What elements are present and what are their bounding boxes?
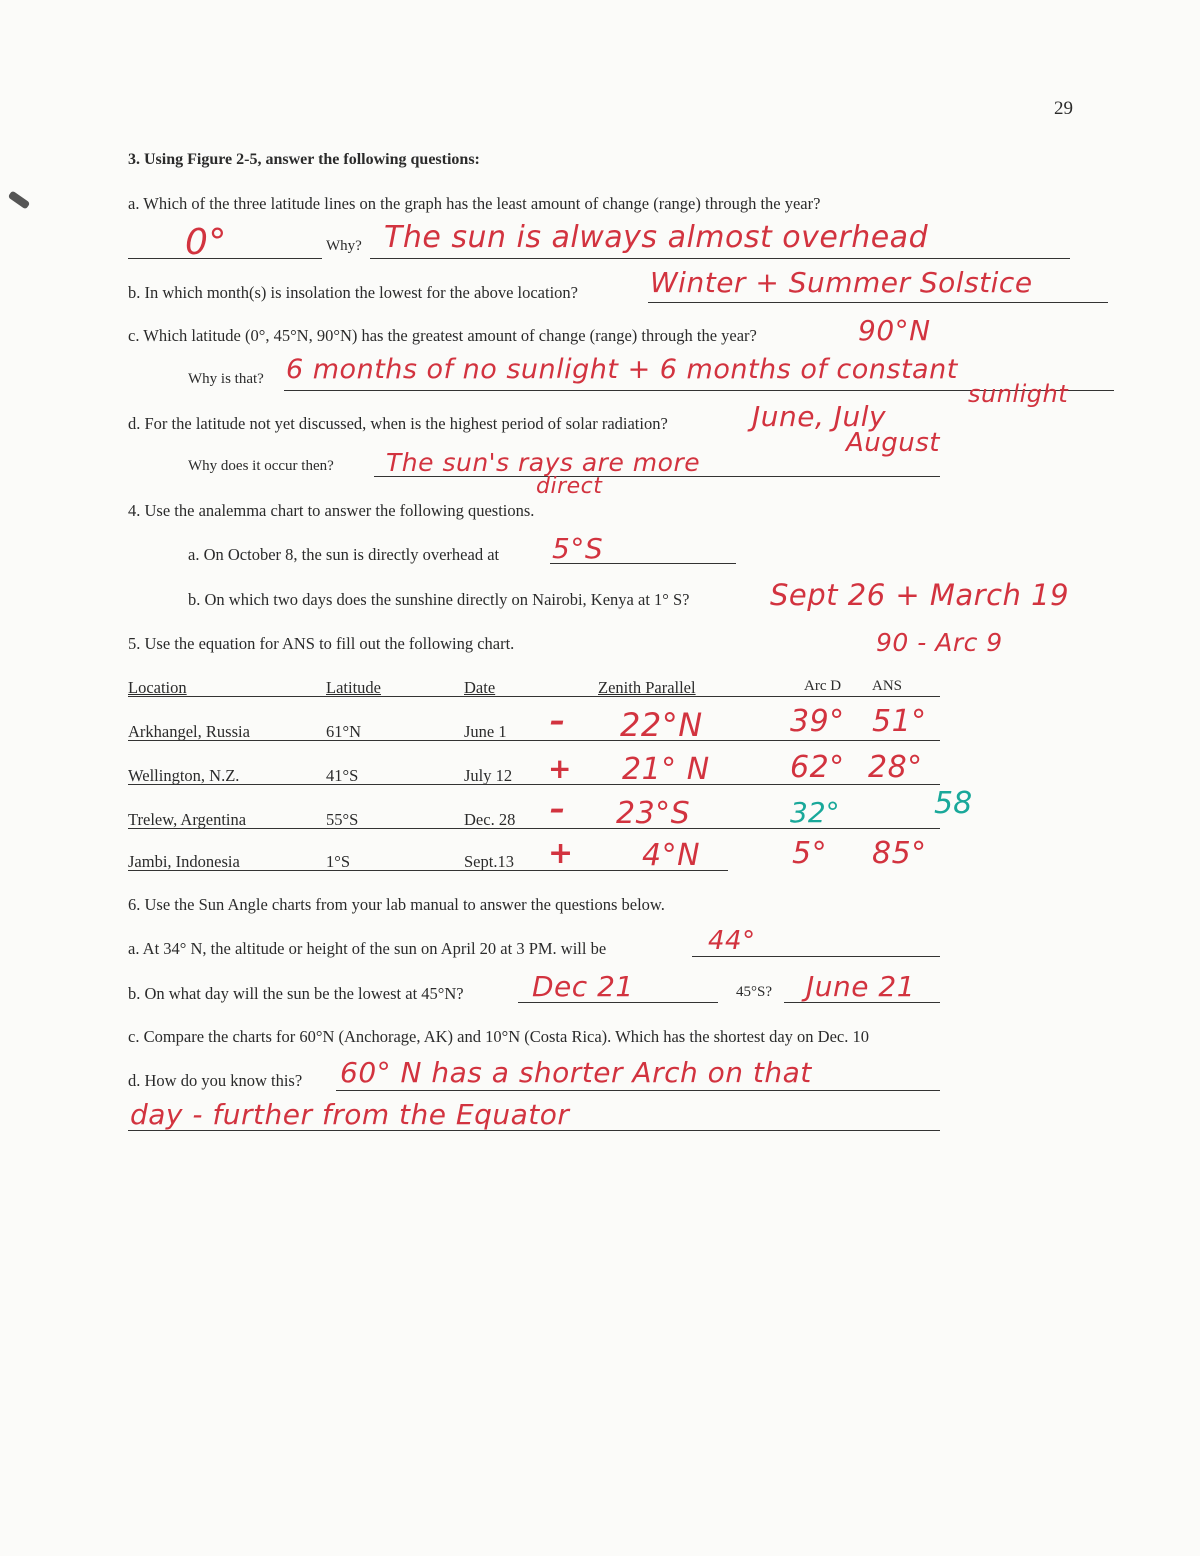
q5-heading: 5. Use the equation for ANS to fill out the following chart. [128, 634, 515, 653]
row4-sign: + [548, 836, 574, 871]
row3-sign: – [550, 792, 566, 827]
q4-heading: 4. Use the analemma chart to answer the following questions. [128, 501, 535, 520]
q3d-prompt: d. For the latitude not yet discussed, when is the highest period of solar radiation? [128, 414, 668, 433]
col-header-date: Date [464, 678, 496, 697]
q3d-answer: June, July [752, 400, 887, 433]
q3a-why-line [370, 258, 1070, 259]
q6b-prompt: b. On what day will the sun be the lowest at 45°N? [128, 984, 464, 1003]
col-header-latitude: Latitude [326, 678, 381, 697]
q3c-why-label: Why is that? [188, 371, 264, 387]
col-header-location: Location [128, 678, 187, 697]
row2-zenith: 21° N [622, 752, 710, 787]
row2-arc: 62° [790, 750, 845, 785]
row4-latitude: 1°S [326, 852, 351, 871]
row1-location: Arkhangel, Russia [128, 722, 250, 741]
row1-zenith: 22°N [620, 706, 703, 744]
row3-date: Dec. 28 [464, 810, 516, 829]
q4a-prompt: a. On October 8, the sun is directly overhead at [188, 545, 500, 564]
col-header-zenith: Zenith Parallel [598, 678, 696, 697]
q6a-answer: 44° [708, 926, 756, 956]
q3a-prompt: a. Which of the three latitude lines on the graph has the least amount of change (range) through the year? [128, 194, 821, 213]
q3d-why-answer-2: direct [536, 474, 603, 499]
row2-latitude: 41°S [326, 766, 359, 785]
page-number: 29 [1054, 98, 1073, 119]
q3b-answer-line [648, 302, 1108, 303]
q4a-answer: 5°S [552, 532, 604, 565]
q3c-why-answer-2: sunlight [968, 380, 1069, 408]
q3c-why-answer: 6 months of no sunlight + 6 months of constant [286, 354, 958, 385]
row3-location: Trelew, Argentina [128, 810, 247, 829]
row2-date: July 12 [464, 766, 513, 785]
q3d-why-answer: The sun's rays are more [386, 448, 701, 477]
q3-heading: 3. Using Figure 2-5, answer the following questions: [128, 151, 480, 168]
q3d-answer-2: August [846, 428, 940, 458]
q6a-prompt: a. At 34° N, the altitude or height of the sun on April 20 at 3 PM. will be [128, 939, 607, 958]
q3a-answer: 0° [185, 222, 227, 263]
row3-arc: 32° [790, 796, 840, 829]
q6b-answer: Dec 21 [532, 970, 634, 1003]
q4b-prompt: b. On which two days does the sunshine directly on Nairobi, Kenya at 1° S? [188, 590, 690, 609]
q3c-answer: 90°N [858, 314, 931, 347]
q3b-prompt: b. In which month(s) is insolation the lowest for the above location? [128, 283, 578, 302]
q6a-answer-line [692, 956, 940, 957]
row1-ans: 51° [872, 704, 927, 739]
row3-ans: 58 [934, 786, 973, 821]
row1-arc: 39° [790, 704, 845, 739]
q6c-prompt: c. Compare the charts for 60°N (Anchorage, AK) and 10°N (Costa Rica). Which has the shortest day on Dec. 10 [128, 1027, 869, 1046]
q6d-answer-line [336, 1090, 940, 1091]
row4-zenith: 4°N [642, 838, 701, 873]
q5-note: 90 - Arc 9 [876, 628, 1003, 657]
q6b-prompt-2: 45°S? [736, 984, 772, 1000]
col-header-arc: Arc D [804, 678, 842, 694]
q6d-prompt: d. How do you know this? [128, 1071, 303, 1090]
col-header-ans: ANS [872, 678, 903, 694]
q3d-why-label: Why does it occur then? [188, 458, 334, 474]
row4-ans: 85° [872, 836, 927, 871]
table-header-line [128, 696, 940, 697]
q6d-answer: 60° N has a shorter Arch on that [340, 1056, 812, 1089]
row3-zenith: 23°S [616, 796, 691, 831]
q4b-answer: Sept 26 + March 19 [770, 578, 1070, 612]
q3a-why-label: Why? [326, 238, 362, 254]
q6-heading: 6. Use the Sun Angle charts from your lab manual to answer the questions below. [128, 895, 665, 914]
scan-mark [8, 190, 31, 209]
row4-arc: 5° [792, 836, 828, 871]
row4-location: Jambi, Indonesia [128, 852, 240, 871]
q3a-why-answer: The sun is always almost overhead [384, 220, 929, 255]
row3-latitude: 55°S [326, 810, 359, 829]
q6b-answer-2: June 21 [806, 970, 916, 1003]
row1-line [128, 740, 940, 741]
q6d-answer-2: day - further from the Equator [130, 1098, 570, 1131]
q3c-prompt: c. Which latitude (0°, 45°N, 90°N) has the greatest amount of change (range) through the year? [128, 326, 757, 345]
row2-ans: 28° [868, 750, 923, 785]
row1-date: June 1 [464, 722, 507, 741]
row1-latitude: 61°N [326, 722, 362, 741]
row1-sign: – [550, 704, 566, 739]
row4-date: Sept.13 [464, 852, 514, 871]
row2-sign: + [548, 752, 572, 785]
q3b-answer: Winter + Summer Solstice [650, 266, 1033, 299]
row4-line [128, 870, 728, 871]
row2-location: Wellington, N.Z. [128, 766, 240, 785]
